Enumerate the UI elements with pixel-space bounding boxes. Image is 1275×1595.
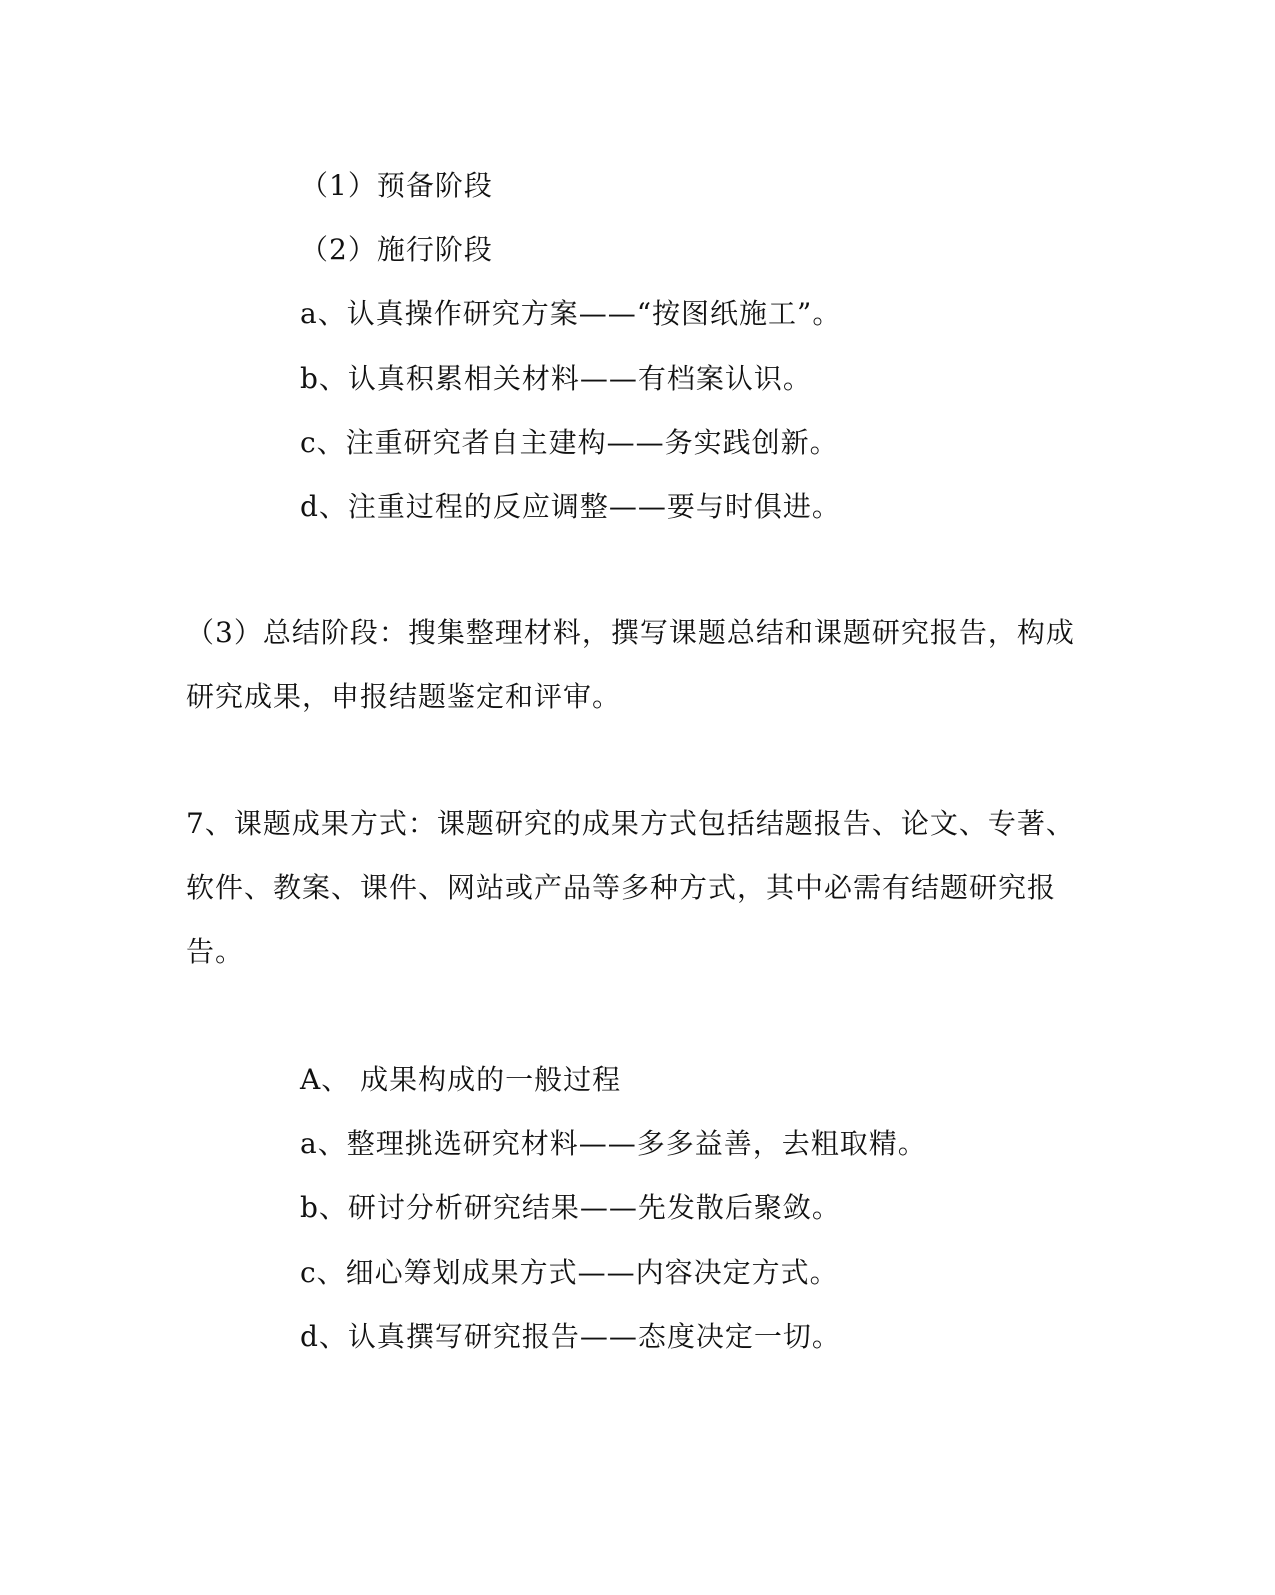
process-item-b: b、研讨分析研究结果——先发散后聚敛。 — [300, 1191, 841, 1224]
stage-item-implementation: （2）施行阶段 — [300, 233, 493, 266]
stage-item-preparation: （1）预备阶段 — [300, 169, 493, 202]
process-heading: A、 成果构成的一般过程 — [300, 1063, 622, 1096]
process-item-d: d、认真撰写研究报告——态度决定一切。 — [300, 1320, 841, 1353]
implement-item-b: b、认真积累相关材料——有档案认识。 — [300, 362, 812, 395]
process-item-a: a、整理挑选研究材料——多多益善，去粗取精。 — [300, 1127, 927, 1160]
results-paragraph-line-2: 软件、教案、课件、网站或产品等多种方式，其中必需有结题研究报 — [186, 871, 1057, 904]
implement-item-a: a、认真操作研究方案——“按图纸施工”。 — [300, 297, 842, 330]
implement-item-c: c、注重研究者自主建构——务实践创新。 — [300, 426, 839, 459]
summary-stage-line-2: 研究成果，申报结题鉴定和评审。 — [186, 680, 622, 713]
results-paragraph-line-3: 告。 — [186, 935, 245, 968]
summary-stage-line-1: （3）总结阶段：搜集整理材料，撰写课题总结和课题研究报告，构成 — [186, 616, 1075, 649]
process-item-c: c、细心筹划成果方式——内容决定方式。 — [300, 1256, 839, 1289]
results-paragraph-line-1: 7、课题成果方式：课题研究的成果方式包括结题报告、论文、专著、 — [186, 807, 1075, 840]
implement-item-d: d、注重过程的反应调整——要与时俱进。 — [300, 490, 841, 523]
